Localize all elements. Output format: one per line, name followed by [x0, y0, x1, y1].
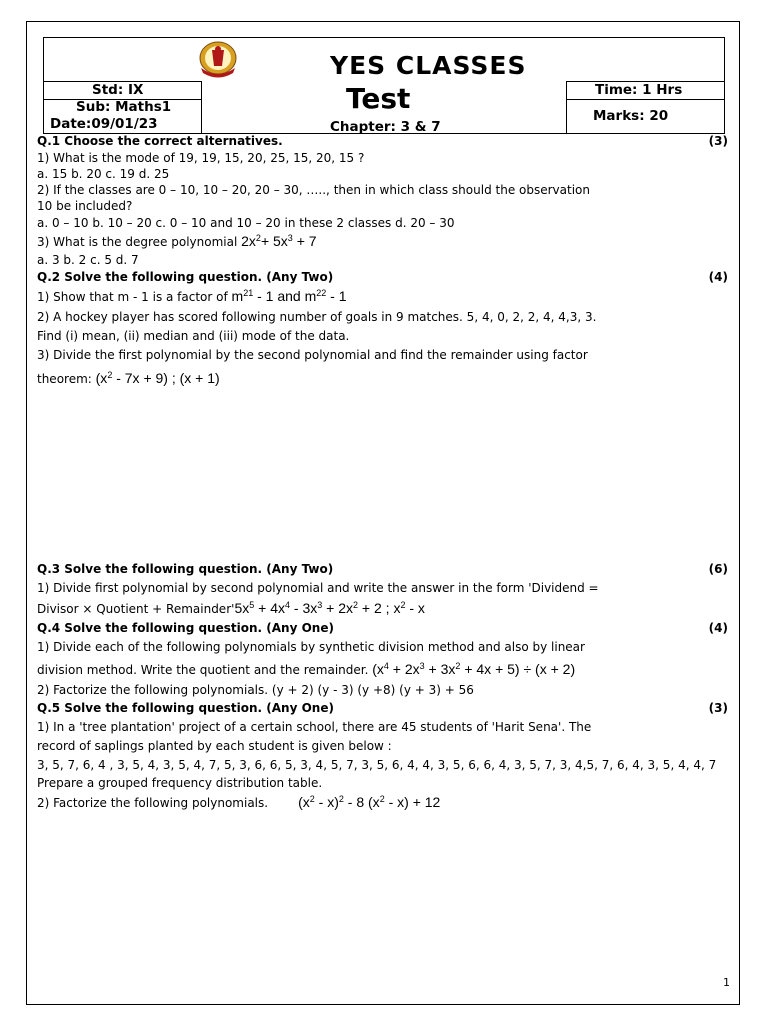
q5-line: 3, 5, 7, 6, 4 , 3, 5, 4, 3, 5, 4, 7, 5, 3, 6, 6, 5, 3, 4, 5, 7, 3, 5, 6, 4, 4, 3, 5, 6, 6, 4, 3, 5, 7, 3, 4,5, 7, 6, 4, 3, 5, 4, 4, 7	[37, 758, 717, 772]
q3-title: Q.3 Solve the following question. (Any Two)	[37, 562, 334, 576]
q5-title: Q.5 Solve the following question. (Any One)	[37, 701, 334, 715]
math-expression: $(x^2 - x)^2 - 8$ $(x^2 - x) + 12$	[298, 794, 441, 810]
brand-title: YES CLASSES	[330, 51, 527, 80]
math-expression: $(x^4 + 2x^3 + 3x^2 + 4x + 5) \div (x + 2)$	[372, 661, 576, 677]
q2-marks: (4)	[708, 270, 728, 284]
math-expression: $2x^2+ 5x^3 + 7$	[241, 233, 317, 249]
q4-line: division method. Write the quotient and the remainder. $(x^4 + 2x^3 + 3x^2 + 4x + 5) \div (x + 2)$	[37, 661, 576, 677]
divider	[566, 99, 724, 100]
q2-title: Q.2 Solve the following question. (Any Two)	[37, 270, 334, 284]
chapter-label: Chapter: 3 & 7	[330, 119, 441, 135]
q4-line: 1) Divide each of the following polynomials by synthetic division method and also by linear	[37, 640, 585, 654]
q5-line: 2) Factorize the following polynomials. $(x^2 - x)^2 - 8$ $(x^2 - x) + 12$	[37, 794, 441, 810]
q1-line: 2) If the classes are 0 – 10, 10 – 20, 20 – 30, ….., then in which class should the observation	[37, 183, 590, 197]
time-label: Time: 1 Hrs	[595, 82, 683, 98]
date-label: Date:09/01/23	[50, 116, 158, 132]
marks-label: Marks: 20	[593, 108, 669, 124]
q1-line	[37, 234, 317, 249]
q4-title: Q.4 Solve the following question. (Any One)	[37, 621, 334, 635]
q1-line: a. 15 b. 20 c. 19 d. 25	[37, 167, 170, 181]
math-expression: $m^{21} - 1$ and $m^{22} - 1$	[231, 288, 347, 304]
header-table	[43, 37, 725, 134]
math-expression: $(x^2 - 7x + 9)$ ; (x + 1)	[95, 370, 220, 386]
q5-marks: (3)	[708, 701, 728, 715]
q4-line: 2) Factorize the following polynomials. (y + 2) (y - 3) (y +8) (y + 3) + 56	[37, 683, 474, 697]
q1-marks: (3)	[708, 134, 728, 148]
q2-line: 2) A hockey player has scored following number of goals in 9 matches. 5, 4, 0, 2, 2, 4, 4,3, 3.	[37, 310, 597, 324]
q4-marks: (4)	[708, 621, 728, 635]
q3-line: 1) Divide first polynomial by second polynomial and write the answer in the form 'Dividend =	[37, 581, 599, 595]
q3-line: Divisor × Quotient + $Remainder'5x^5 + 4x^4 - 3x^3 + 2x^2 + 2$ ; $x^2$ - x	[37, 600, 425, 616]
q1-title: Q.1 Choose the correct alternatives.	[37, 134, 283, 148]
standard-label: Std: IX	[92, 82, 144, 98]
q5-line: Prepare a grouped frequency distribution table.	[37, 776, 323, 790]
page-number: 1	[723, 976, 730, 989]
q2-line: theorem: $(x^2 - 7x + 9)$ ; (x + 1)	[37, 370, 220, 386]
q5-line: 1) In a 'tree plantation' project of a certain school, there are 45 students of 'Harit Sena'. The	[37, 720, 592, 734]
subject-label: Sub: Maths1	[76, 99, 172, 115]
q2-line: Find (i) mean, (ii) median and (iii) mode of the data.	[37, 329, 350, 343]
q1-line: a. 3 b. 2 c. 5 d. 7	[37, 253, 139, 267]
q2-line: 1) Show that m - 1 is a factor of $m^{21} - 1$ and $m^{22} - 1$	[37, 288, 347, 304]
q3-marks: (6)	[708, 562, 728, 576]
math-expression: $5x^5 + 4x^4 - 3x^3 + 2x^2 + 2$ ; $x^2$ - x	[234, 600, 425, 616]
q1-line: 1) What is the mode of 19, 19, 15, 20, 25, 15, 20, 15 ?	[37, 151, 365, 165]
test-title: Test	[346, 82, 411, 115]
text: 3) What is the degree polynomial	[37, 235, 242, 249]
q1-line: 10 be included?	[37, 199, 133, 213]
q2-line: 3) Divide the first polynomial by the second polynomial and find the remainder using factor	[37, 348, 588, 362]
q1-line: a. 0 – 10 b. 10 – 20 c. 0 – 10 and 10 – 20 in these 2 classes d. 20 – 30	[37, 216, 455, 230]
divider	[566, 81, 567, 134]
q5-line: record of saplings planted by each student is given below :	[37, 739, 392, 753]
school-logo-icon	[195, 40, 241, 80]
divider	[201, 81, 202, 134]
